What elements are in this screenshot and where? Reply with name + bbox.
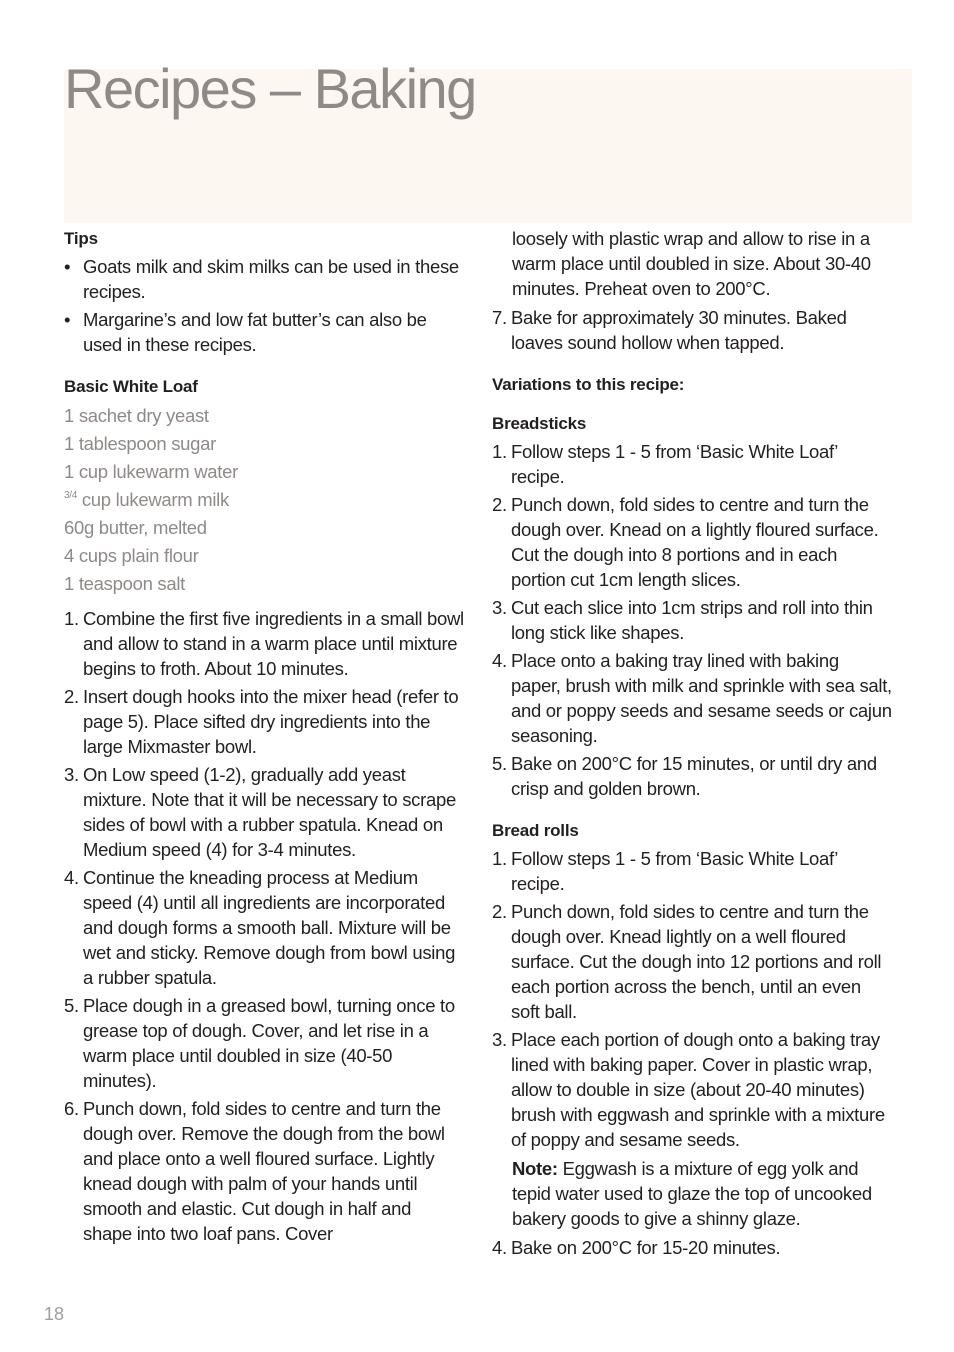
step-text: Bake for approximately 30 minutes. Baked loaves sound hollow when tapped.: [511, 307, 847, 353]
step-number: 1.: [492, 441, 507, 462]
step-item: [492, 492, 892, 592]
breadsticks-heading: Breadsticks: [492, 414, 587, 433]
breadsticks-steps: [492, 439, 892, 801]
step-number: 1.: [492, 848, 507, 869]
basic-white-loaf-heading: Basic White Loaf: [64, 377, 198, 396]
step-item: [492, 1027, 892, 1152]
step-item: [64, 762, 464, 862]
step-text: Combine the first five ingredients in a small bowl and allow to stand in a warm place until mixture begins to froth. About 10 minutes.: [83, 608, 464, 679]
step-text: Insert dough hooks into the mixer head (refer to page 5). Place sifted dry ingredients into the large Mixmaster bowl.: [83, 686, 459, 757]
step-number: 5.: [492, 753, 507, 774]
step-item: [64, 865, 464, 990]
ingredient-item: 1 tablespoon sugar: [64, 433, 216, 454]
step-text: Follow steps 1 - 5 from ‘Basic White Loaf’ recipe.: [511, 848, 838, 894]
step-number: 3.: [64, 764, 79, 785]
step-item: [64, 993, 464, 1093]
step-text: On Low speed (1-2), gradually add yeast mixture. Note that it will be necessary to scrape sides of bowl with a rubber spatula. Knead on Medium speed (4) for 3-4 minutes.: [83, 764, 456, 860]
step-item: [64, 684, 464, 759]
variations-heading: Variations to this recipe:: [492, 375, 685, 394]
step-text: Place each portion of dough onto a baking tray lined with baking paper. Cover in plastic wrap, allow to double in size (about 20-40 minutes) brush with eggwash and sprinkle with a mixture of poppy and sesame seeds.: [511, 1029, 885, 1150]
step-item: [492, 305, 892, 355]
step-text: Bake on 200°C for 15 minutes, or until dry and crisp and golden brown.: [511, 753, 877, 799]
step-item: [492, 1235, 892, 1260]
eggwash-note: [492, 1156, 892, 1231]
left-column: [64, 226, 464, 1249]
ingredient-item: 1 sachet dry yeast: [64, 405, 209, 426]
tip-item: • Margarine’s and low fat butter’s can also be used in these recipes.: [64, 307, 464, 357]
ingredient-item: 1 cup lukewarm water: [64, 461, 238, 482]
ingredient-item: 60g butter, melted: [64, 517, 207, 538]
step-continuation: loosely with plastic wrap and allow to rise in a warm place until doubled in size. About 30-40 minutes. Preheat oven to 200°C.: [512, 228, 871, 299]
right-column: [492, 226, 892, 1263]
fraction-numerator: 3: [64, 490, 70, 501]
step-text: Punch down, fold sides to centre and turn the dough over. Knead on a lightly floured surface. Cut the dough into 8 portions and in each portion cut 1cm length slices.: [511, 494, 879, 590]
step-item: [64, 606, 464, 681]
step-number: 3.: [492, 597, 507, 618]
page-title: Recipes – Baking: [64, 57, 476, 120]
note-text: Eggwash is a mixture of egg yolk and tepid water used to glaze the top of uncooked bakery goods to give a shinny glaze.: [512, 1158, 872, 1229]
fraction-denominator: /4: [69, 490, 78, 501]
tip-item: • Goats milk and skim milks can be used in these recipes.: [64, 254, 464, 304]
bread-rolls-steps: [492, 846, 892, 1152]
step-item: [492, 439, 892, 489]
step-text: Cut each slice into 1cm strips and roll into thin long stick like shapes.: [511, 597, 873, 643]
bread-rolls-steps-continued: [492, 1235, 892, 1260]
bread-rolls-heading: Bread rolls: [492, 821, 579, 840]
step-text: Place dough in a greased bowl, turning once to grease top of dough. Cover, and let rise in a warm place until doubled in size (40-50 minutes).: [83, 995, 455, 1091]
step-number: 2.: [492, 494, 507, 515]
page-number: 18: [44, 1304, 65, 1324]
step-number: 2.: [492, 901, 507, 922]
step-item: [64, 1096, 464, 1246]
step-number: 4.: [64, 867, 79, 888]
basic-white-loaf-steps-continued: [492, 305, 892, 355]
step-item: [492, 899, 892, 1024]
step-text: Continue the kneading process at Medium speed (4) until all ingredients are incorporated and dough forms a smooth ball. Mixture will be wet and sticky. Remove dough from bowl using a rubber spatula.: [83, 867, 456, 988]
note-label: Note:: [512, 1158, 558, 1179]
step-number: 7.: [492, 307, 507, 328]
ingredient-item: 4 cups plain flour: [64, 545, 199, 566]
step-number: 5.: [64, 995, 79, 1016]
step-item: [492, 595, 892, 645]
step-text: Place onto a baking tray lined with baking paper, brush with milk and sprinkle with sea salt, and or poppy seeds and sesame seeds or cajun seasoning.: [511, 650, 892, 746]
step-text: Punch down, fold sides to centre and turn the dough over. Remove the dough from the bowl and place onto a well floured surface. Lightly knead dough with palm of your hands until smooth and elastic. Cut dough in half and shape into two loaf pans. Cover: [83, 1098, 445, 1244]
step-text: Punch down, fold sides to centre and turn the dough over. Knead lightly on a well floured surface. Cut the dough into 12 portions and roll each portion across the bench, until an even soft ball.: [511, 901, 882, 1022]
step-number: 4.: [492, 650, 507, 671]
ingredient-item: 1 teaspoon salt: [64, 573, 185, 594]
step-item: [492, 648, 892, 748]
tips-heading: Tips: [64, 229, 98, 248]
step-number: 4.: [492, 1237, 507, 1258]
ingredient-list: [64, 402, 464, 598]
step-number: 1.: [64, 608, 79, 629]
tips-list: [64, 254, 464, 357]
step-item: [492, 751, 892, 801]
step-text: Follow steps 1 - 5 from ‘Basic White Loaf’ recipe.: [511, 441, 838, 487]
step-number: 6.: [64, 1098, 79, 1119]
ingredient-text: cup lukewarm milk: [77, 489, 229, 510]
step-text: Bake on 200°C for 15-20 minutes.: [511, 1237, 781, 1258]
ingredient-item: [64, 486, 464, 514]
step-item: [492, 846, 892, 896]
step-number: 3.: [492, 1029, 507, 1050]
basic-white-loaf-steps: [64, 606, 464, 1246]
step-number: 2.: [64, 686, 79, 707]
